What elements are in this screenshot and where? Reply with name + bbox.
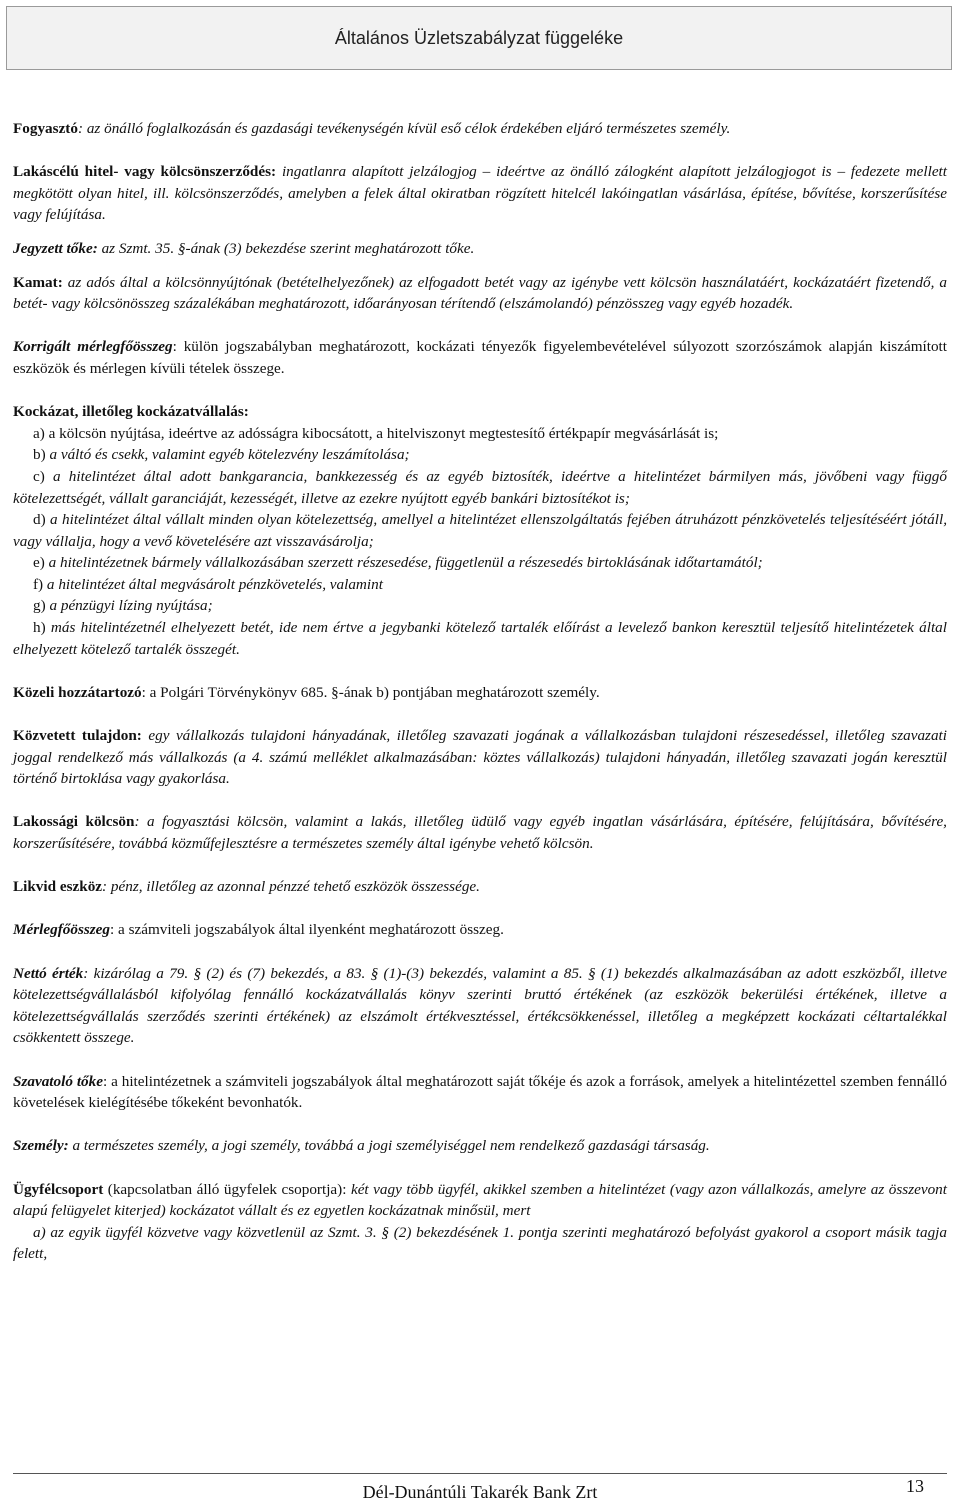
- def-lakascelu: [13, 161, 947, 226]
- definition: : a hitelintézetnek a számviteli jogszabályok által meghatározott saját tőkéje és azok a források, amelyek a hitelintézettel szemben fennálló követelések kielégítésébe tőkeként bevonhatók.: [13, 1072, 947, 1112]
- def-korrigalt: [13, 336, 947, 379]
- term: Közeli hozzátartozó: [13, 683, 142, 701]
- header-title: Általános Üzletszabályzat függeléke: [334, 27, 624, 48]
- def-kozeli: [13, 682, 947, 704]
- list-item: e) a hitelintézetnek bármely vállalkozásában szerzett részesedése, függetlenül a részesedés birtoklásának időtartamától;: [33, 554, 763, 572]
- list-item: b) a váltó és csekk, valamint egyéb kötelezvény leszámítolása;: [33, 446, 410, 464]
- term: Személy:: [13, 1137, 69, 1155]
- def-kamat: [13, 272, 947, 315]
- term: Fogyasztó: [13, 120, 78, 137]
- term-sub: (kapcsolatban álló ügyfelek csoportja):: [103, 1180, 347, 1198]
- footer-company: Dél-Dunántúli Takarék Bank Zrt: [362, 1482, 598, 1502]
- list-item: a) a kölcsön nyújtása, ideértve az adósságra kibocsátott, a hitelviszonyt megtestesítő értékpapír megvásárlását is;: [33, 424, 719, 442]
- term: Lakáscélú hitel- vagy kölcsönszerződés:: [13, 163, 277, 181]
- definition: két vagy több ügyfél, akikkel szemben a hitelintézet (vagy azon vállalkozás, amelyre az összevont alapú felügyelet kiterjed) kockázatot vállalt és ez egyetlen kockázatnak minősül, mert: [13, 1180, 947, 1220]
- term: Mérlegfőösszeg: [13, 921, 111, 939]
- term: Lakossági kölcsön: [13, 813, 135, 831]
- def-szavatolo: [13, 1071, 947, 1114]
- list-item: g) a pénzügyi lízing nyújtása;: [33, 597, 213, 615]
- definition: : a számviteli jogszabályok által ilyenként meghatározott összeg.: [110, 921, 504, 939]
- page-header: [6, 6, 952, 70]
- term: Nettó érték: [13, 964, 84, 982]
- term: Szavatoló tőke: [13, 1072, 103, 1090]
- term: Jegyzett tőke:: [13, 239, 98, 257]
- list-item: a) az egyik ügyfél közvetve vagy közvetlenül az Szmt. 3. § (2) bekezdésének 1. pontja szerinti meghatározó befolyást gyakorol a csoport másik tagja felett,: [13, 1223, 947, 1263]
- page-number: 13: [906, 1476, 924, 1496]
- definition: egy vállalkozás tulajdoni hányadának, illetőleg szavazati jogának a vállalkozásban tulajdoni részesedéssel, illetőleg szavazati joggal rendelkező más vállalkozás (a 4. számú melléklet alkalmazásában: köztes vállalkozás) tulajdoni hányadán, illetőleg szavazati jogán keresztül történő birtoklása vagy gyakorlása.: [13, 727, 947, 788]
- definition: : pénz, illetőleg az azonnal pénzzé tehető eszközök összessége.: [102, 878, 480, 896]
- definition: : külön jogszabályban meghatározott, kockázati tényezők figyelembevételével súlyozott szorzószámok alapján kiszámított eszközök és mérlegen kívüli tételek összege.: [13, 338, 947, 377]
- definition: az adós által a kölcsönnyújtónak (betételhelyezőnek) az elfogadott betét vagy az igénybe vett kölcsön használatáért, kockázatáért fizetendő, a betét- vagy kölcsönösszeg százalékában meghatározott, időarányosan térítendő (elszámolandó) pénzösszeg vagy egyéb hozadék.: [13, 273, 947, 313]
- def-netto: [13, 963, 947, 1049]
- term: Közvetett tulajdon:: [13, 727, 142, 745]
- list-item: h) más hitelintézetnél elhelyezett betét, ide nem értve a jegybanki kötelező tartalék előírást a levelező bankon keresztül teljesítő hitelintézetek által elhelyezett kötelező tartalék összegét.: [13, 619, 947, 658]
- term: Korrigált mérlegfőösszeg: [13, 338, 173, 356]
- term: Likvid eszköz: [13, 878, 103, 896]
- definition: : a Polgári Törvénykönyv 685. §-ának b) pontjában meghatározott személy.: [141, 683, 600, 701]
- def-kockazat-heading: [13, 401, 947, 423]
- def-ugyfelcsoport: [13, 1179, 947, 1222]
- def-fogyaszto: [13, 118, 947, 140]
- list-item: d) a hitelintézet által vállalt minden olyan kötelezettség, amellyel a hitelintézet ellenszolgáltatás fejében átruházott pénzkövetelés teljesítéséért jótáll, vagy vállalja, hogy a vevő követelésére azt visszavásárolja;: [13, 511, 947, 550]
- def-lakossagi: [13, 811, 947, 854]
- list-item: f) a hitelintézet által megvásárolt pénzkövetelés, valamint: [33, 575, 383, 593]
- def-szemely: [13, 1135, 947, 1157]
- term: Kockázat, illetőleg kockázatvállalás:: [13, 403, 249, 421]
- definition: ingatlanra alapított jelzálogjog – ideértve az önálló zálogként alapított jelzálogjogot is – fedezete mellett megkötött olyan hitel, ill. kölcsönszerződés, amelyben a felek által okiratban rögzített hitelcél lakóingatlan vásárlása, építése, bővítése, korszerűsítése vagy felújítása.: [13, 163, 947, 224]
- term: Ügyfélcsoport: [13, 1180, 104, 1198]
- def-merlegfoosszeg: [13, 919, 947, 941]
- document-body: [13, 118, 947, 1265]
- term: Kamat:: [13, 273, 63, 291]
- def-kozvetett: [13, 725, 947, 790]
- definition: a természetes személy, a jogi személy, továbbá a jogi személyiséggel nem rendelkező gazdasági társaság.: [68, 1137, 710, 1155]
- definition: : kizárólag a 79. § (2) és (7) bekezdés, a 83. § (1)-(3) bekezdés, valamint a 85. § (1) bekezdés alkalmazásában az adott eszközből, illetve kötelezettségvállalásból kifolyólag fennálló kockázatvállalás könyv szerinti bruttó értékének (az eszközök bekerülési értékének, illetve a kötelezettségvállalás szerződés szerinti értékének) az elszámolt értékvesztéssel, értékcsökkenéssel, illetőleg a megképzett kockázati céltartalékkal csökkentett összege.: [13, 964, 948, 1047]
- definition: az Szmt. 35. §-ának (3) bekezdése szerint meghatározott tőke.: [97, 239, 475, 257]
- def-likvid: [13, 876, 947, 898]
- list-item: c) a hitelintézet által adott bankgarancia, bankkezesség és az egyéb biztosíték, ideértve a hitelintézet bármilyen más, jövőbeni vagy függő kötelezettségét, vállalt garanciáját, kezességét, illetve az ezekre nyújtott egyéb bankári biztosítékot is;: [13, 467, 947, 507]
- footer-divider: [13, 1473, 947, 1474]
- definition: : a fogyasztási kölcsön, valamint a lakás, illetőleg üdülő vagy egyéb ingatlan vásárlására, építésére, felújítására, bővítésére, korszerűsítésére, továbbá közműfejlesztésre a természetes személy által igénybe vehető kölcsön.: [13, 813, 947, 852]
- definition: : az önálló foglalkozásán és gazdasági tevékenységén kívül eső célok érdekében eljáró természetes személy.: [77, 120, 731, 137]
- def-jegyzett-toke: [13, 238, 947, 260]
